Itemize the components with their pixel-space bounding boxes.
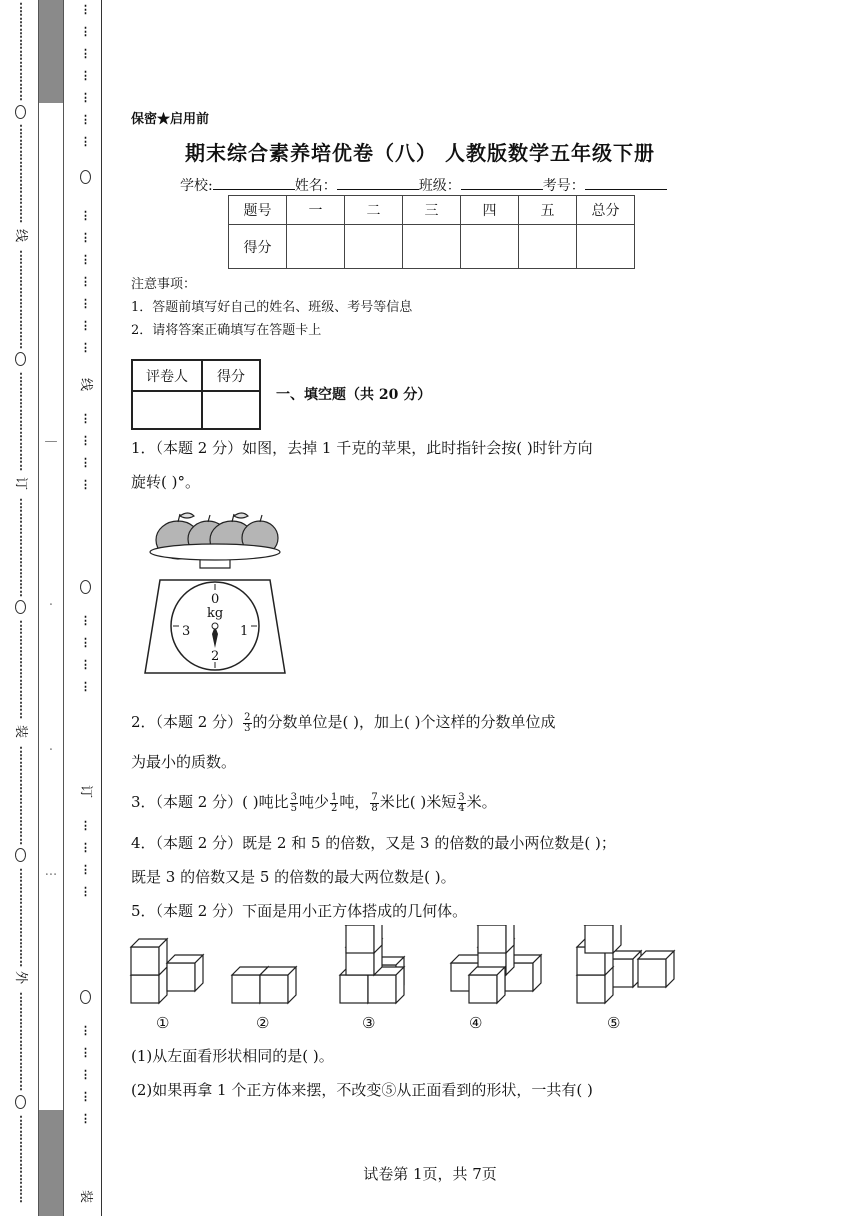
fraction-num: 1 xyxy=(331,791,338,803)
cube-figure-4 xyxy=(451,925,541,1003)
score-header: 三 xyxy=(403,196,461,225)
fraction xyxy=(290,793,298,814)
score-cell[interactable] xyxy=(403,225,461,269)
confidential-label: 保密★启用前 xyxy=(131,112,210,127)
question-1-line2: 旋转( )°。 xyxy=(131,473,200,491)
fraction xyxy=(330,793,338,814)
notice-title: 注意事项： xyxy=(131,277,197,292)
dial-label-3: 3 xyxy=(182,624,191,639)
score-cell[interactable] xyxy=(287,225,345,269)
fraction-den: 5 xyxy=(290,802,297,814)
fraction-den: 8 xyxy=(371,802,378,814)
notice-block xyxy=(131,273,412,342)
score-cell[interactable] xyxy=(519,225,577,269)
question-2-suffix: 的分数单位是( )，加上( )个这样的分数单位成 xyxy=(252,713,556,731)
dotted-line: ⋮ ⋮ ⋮ ⋮ xyxy=(80,614,91,693)
fraction xyxy=(370,793,378,814)
middle-binding-strip xyxy=(38,0,64,1216)
circle-mark xyxy=(15,352,26,366)
binding-char-zhuang: 装 xyxy=(77,1189,93,1204)
dial-label-1: 1 xyxy=(240,624,249,639)
fraction xyxy=(243,713,251,734)
score-header: 四 xyxy=(461,196,519,225)
dotted-line: ⋮ ⋮ ⋮ ⋮ ⋮ ⋮ ⋮ xyxy=(80,209,91,354)
fraction-den: 3 xyxy=(244,722,251,734)
dial-unit: kg xyxy=(207,606,224,621)
dotted-line: ⋮ ⋮ ⋮ ⋮ ⋮ ⋮ ⋮ xyxy=(80,3,91,148)
page-title: 期末综合素养培优卷（八） 人教版数学五年级下册 xyxy=(185,141,655,165)
question-5-line1: 5．（本题 2 分）下面是用小正方体搭成的几何体。 xyxy=(131,902,468,920)
binding-char-xian: 线 xyxy=(77,377,93,392)
inner-binding-strip xyxy=(70,0,102,1216)
question-3 xyxy=(131,792,497,814)
strip-mark: . xyxy=(48,739,54,754)
cube-figure-5 xyxy=(577,925,674,1003)
dotted-line: ⋮ ⋮ ⋮ ⋮ ⋮ ⋮ ⋮ ⋮ ⋮ xyxy=(15,991,27,1092)
name-label: 姓名： xyxy=(294,178,337,194)
dotted-line: ⋮ ⋮ ⋮ ⋮ ⋮ ⋮ ⋮ ⋮ ⋮ xyxy=(15,249,27,350)
dotted-line: ⋮ ⋮ ⋮ ⋮ ⋮ ⋮ ⋮ ⋮ ⋮ xyxy=(15,371,27,472)
dial-label-2: 2 xyxy=(211,649,220,664)
binding-char-ding: 订 xyxy=(77,784,93,799)
strip-mark: ... xyxy=(44,864,58,879)
binding-char-xian: 线 xyxy=(13,228,29,243)
q3-text: 吨， xyxy=(339,793,370,811)
circle-mark xyxy=(80,170,91,184)
fraction-den: 4 xyxy=(458,802,465,814)
question-5-sub1: (1)从左面看形状相同的是( )。 xyxy=(131,1047,334,1065)
score-header: 一 xyxy=(287,196,345,225)
circle-mark xyxy=(15,848,26,862)
grader-header: 得分 xyxy=(202,360,260,391)
binding-char-zhuang: 装 xyxy=(13,724,29,739)
grader-table xyxy=(131,359,261,430)
gray-block xyxy=(39,0,63,103)
score-header: 五 xyxy=(519,196,577,225)
dotted-line: ⋮ ⋮ ⋮ ⋮ ⋮ ⋮ ⋮ ⋮ ⋮ xyxy=(15,1,27,102)
fraction-den: 2 xyxy=(331,802,338,814)
school-field[interactable] xyxy=(213,177,295,190)
fraction-num: 3 xyxy=(290,791,297,803)
figure-label-5: ⑤ xyxy=(607,1014,621,1032)
student-info-line xyxy=(180,175,667,195)
dotted-line: ⋮ ⋮ ⋮ ⋮ ⋮ ⋮ ⋮ ⋮ ⋮ xyxy=(15,619,27,720)
q3-text: 3．（本题 2 分）( )吨比 xyxy=(131,793,289,811)
school-label: 学校: xyxy=(180,178,213,194)
question-2-line2: 为最小的质数。 xyxy=(131,753,237,771)
fraction-num: 3 xyxy=(458,791,465,803)
score-cell[interactable] xyxy=(577,225,635,269)
circle-mark xyxy=(80,990,91,1004)
question-2-line1 xyxy=(131,712,555,734)
figure-label-4: ④ xyxy=(469,1014,483,1032)
circle-mark xyxy=(15,105,26,119)
score-header: 总分 xyxy=(577,196,635,225)
score-table xyxy=(228,195,635,269)
q3-text: 米比( )米短 xyxy=(379,793,457,811)
cube-figure-3 xyxy=(340,925,404,1003)
binding-char-wai: 外 xyxy=(13,970,29,985)
question-2-prefix: 2．（本题 2 分） xyxy=(131,713,243,731)
score-row-label: 得分 xyxy=(229,225,287,269)
scale-figure xyxy=(140,508,290,680)
figure-label-3: ③ xyxy=(362,1014,376,1032)
question-4-line2: 既是 3 的倍数又是 5 的倍数的最大两位数是( )。 xyxy=(131,868,456,886)
id-label: 考号： xyxy=(542,178,585,194)
grader-cell[interactable] xyxy=(132,391,202,429)
grader-header: 评卷人 xyxy=(132,360,202,391)
page-footer: 试卷第 1页，共 7页 xyxy=(363,1165,497,1183)
class-field[interactable] xyxy=(461,177,543,190)
notice-item: 2．请将答案正确填写在答题卡上 xyxy=(131,323,322,338)
binding-char-ding: 订 xyxy=(13,476,29,491)
question-1-line1: 1．（本题 2 分）如图，去掉 1 千克的苹果，此时指针会按( )时针方向 xyxy=(131,439,593,457)
dotted-line: ⋮ ⋮ ⋮ ⋮ ⋮ ⋮ ⋮ ⋮ ⋮ xyxy=(15,867,27,968)
fraction xyxy=(457,793,465,814)
score-cell[interactable] xyxy=(461,225,519,269)
grader-cell[interactable] xyxy=(202,391,260,429)
cube-figures xyxy=(125,925,725,1010)
q3-text: 吨少 xyxy=(298,793,329,811)
score-header: 题号 xyxy=(229,196,287,225)
q3-text: 米。 xyxy=(466,793,497,811)
score-cell[interactable] xyxy=(345,225,403,269)
dotted-line: ⋮ ⋮ ⋮ ⋮ xyxy=(80,819,91,898)
dial-label-0: 0 xyxy=(211,592,220,607)
score-header: 二 xyxy=(345,196,403,225)
name-field[interactable] xyxy=(337,177,419,190)
strip-mark: — xyxy=(44,434,58,449)
dotted-line: ⋮ ⋮ ⋮ ⋮ ⋮ xyxy=(80,1024,91,1125)
dotted-line: ⋮ ⋮ ⋮ ⋮ ⋮ ⋮ ⋮ ⋮ ⋮ xyxy=(15,745,27,846)
circle-mark xyxy=(80,580,91,594)
class-label: 班级： xyxy=(418,178,461,194)
circle-mark xyxy=(15,600,26,614)
id-field[interactable] xyxy=(585,177,667,190)
section-title: 一、填空题（共 20 分） xyxy=(276,387,432,403)
strip-mark: . xyxy=(48,594,54,609)
dotted-line: ⋮ ⋮ ⋮ ⋮ ⋮ ⋮ ⋮ ⋮ ⋮ xyxy=(15,123,27,224)
notice-item: 1．答题前填写好自己的姓名、班级、考号等信息 xyxy=(131,300,413,315)
dotted-line: ⋮ ⋮ ⋮ ⋮ ⋮ ⋮ ⋮ ⋮ xyxy=(15,1114,27,1204)
question-4-line1: 4．（本题 2 分）既是 2 和 5 的倍数，又是 3 的倍数的最小两位数是( )； xyxy=(131,834,616,852)
question-5-sub2: (2)如果再拿 1 个正方体来摆，不改变⑤从正面看到的形状，一共有( ) xyxy=(131,1081,593,1099)
figure-label-2: ② xyxy=(256,1014,270,1032)
cube-figure-2 xyxy=(232,967,296,1003)
fraction-num: 7 xyxy=(371,791,378,803)
fraction-num: 2 xyxy=(244,711,251,723)
figure-label-1: ① xyxy=(156,1014,170,1032)
outer-binding-strip xyxy=(10,0,32,1216)
dotted-line: ⋮ ⋮ ⋮ ⋮ xyxy=(80,412,91,491)
cube-figure-1 xyxy=(131,939,203,1003)
circle-mark xyxy=(15,1095,26,1109)
dotted-line: ⋮ ⋮ ⋮ ⋮ ⋮ ⋮ ⋮ ⋮ ⋮ xyxy=(15,497,27,598)
